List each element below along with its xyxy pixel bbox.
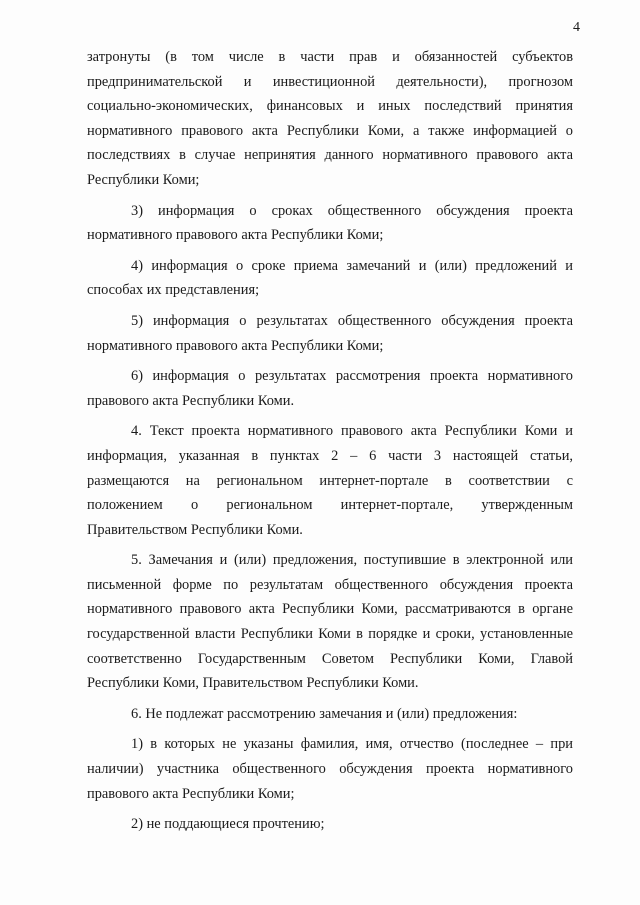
paragraph-part-5: 5. Замечания и (или) предложения, поступившие в электронной или письменной форме по результатам общественного обсуждения проекта нормативного правового акта Республики Коми, рассматриваются в органе государственной власти Республики Коми в порядке и сроки, установленные соответственно Государственным Советом Республики Коми, Главой Республики Коми, Правительством Республики Коми. [87, 552, 573, 692]
paragraph-part-4: 4. Текст проекта нормативного правового акта Республики Коми и информация, указанная в пунктах 2 – 6 части 3 настоящей статьи, размещаются на региональном интернет-портале в соответствии с положением о региональном интернет-портале, утвержденным Правительством Республики Коми. [87, 423, 573, 538]
paragraph-item-6: 6) информация о результатах рассмотрения проекта нормативного правового акта Республики Коми. [87, 368, 573, 409]
paragraph-item-5: 5) информация о результатах общественного обсуждения проекта нормативного правового акта Республики Коми; [87, 312, 573, 354]
paragraph-subitem-1: 1) в которых не указаны фамилия, имя, отчество (последнее – при наличии) участника общественного обсуждения проекта нормативного правового акта Республики Коми; [87, 736, 573, 802]
paragraph-item-4: 4) информация о сроке приема замечаний и (или) предложений и способах их представления; [87, 257, 573, 299]
page-number: 4 [573, 20, 580, 35]
paragraph-item-3: 3) информация о сроках общественного обсуждения проекта нормативного правового акта Республики Коми; [87, 202, 573, 244]
paragraph-subitem-2: 2) не поддающиеся прочтению; [131, 816, 325, 833]
document-body [87, 45, 573, 843]
paragraph-part-6: 6. Не подлежат рассмотрению замечания и (или) предложения: [131, 705, 518, 722]
paragraph-continuation: затронуты (в том числе в части прав и обязанностей субъектов предпринимательской и инвестиционной деятельности), прогнозом социально-экономических, финансовых и иных последствий принятия нормативного правового акта Республики Коми, а также информацией о последствиях в случае непринятия данного нормативного правового акта Республики Коми; [87, 49, 573, 188]
